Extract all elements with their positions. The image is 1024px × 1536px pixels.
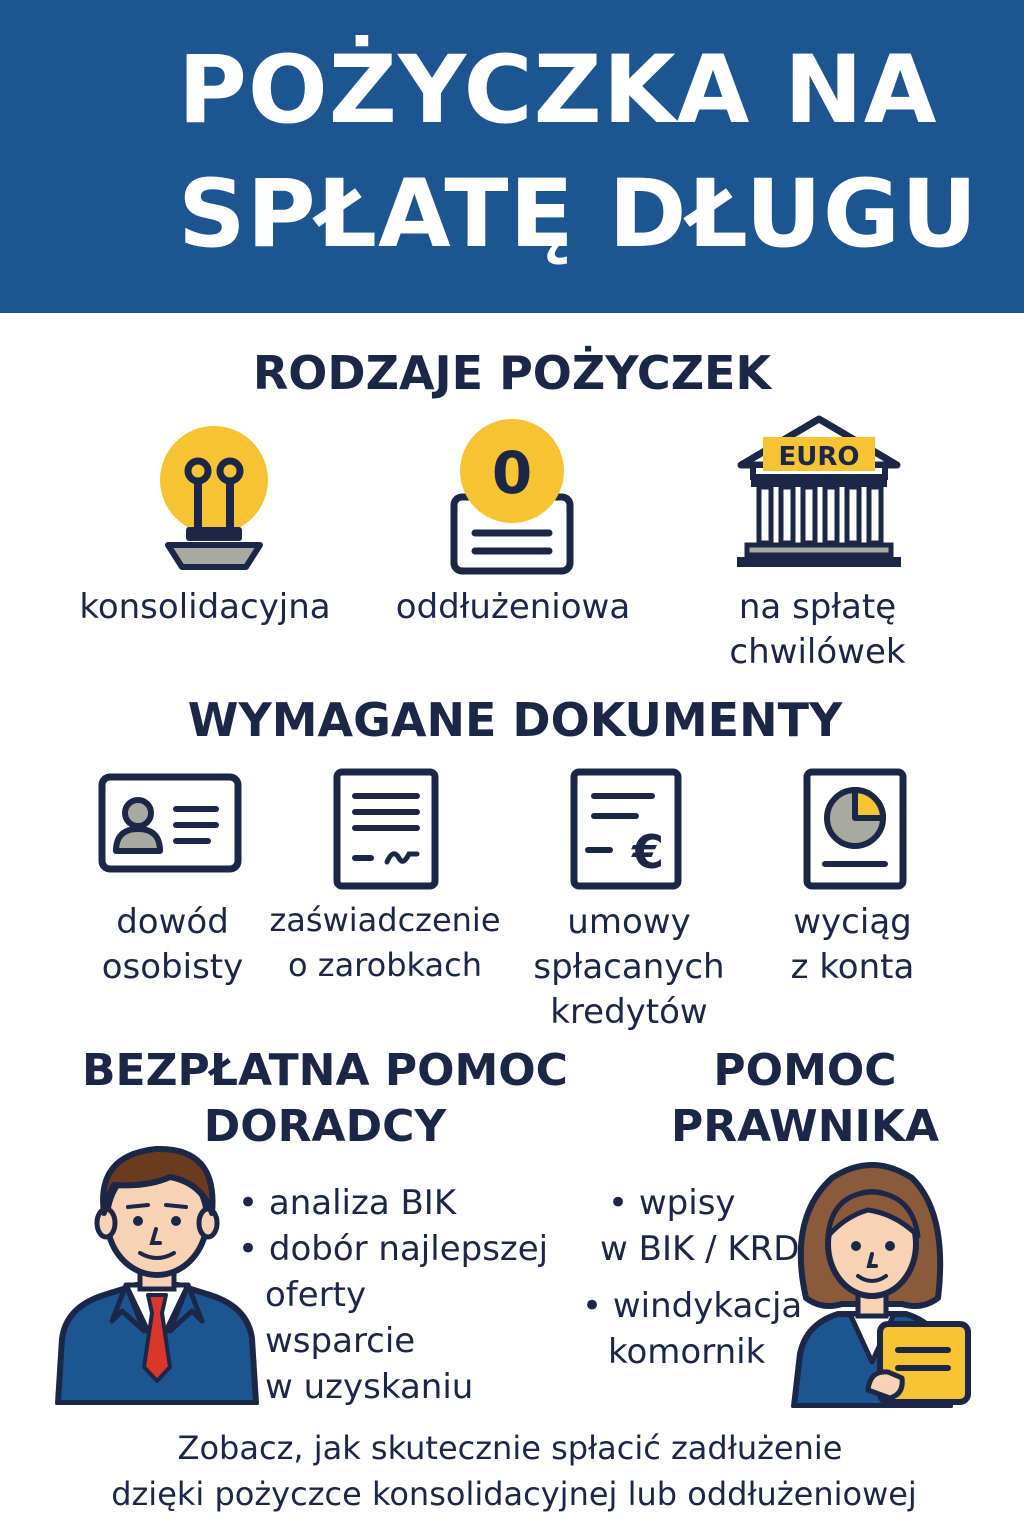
lawyer-heading-line2: PRAWNIKA — [670, 1101, 940, 1152]
documents-heading: WYMAGANE DOKUMENTY — [187, 693, 843, 747]
page-title-line2: SPŁATĘ DŁUGU — [178, 160, 979, 269]
document-label-statement-line2: z konta — [790, 947, 915, 987]
advisor-bullet-1: • analiza BIK — [238, 1183, 457, 1223]
bank-icon — [733, 415, 905, 575]
document-label-statement-line1: wyciąg — [793, 902, 912, 942]
female-lawyer-icon — [772, 1158, 972, 1408]
document-label-contracts-line3: kredytów — [550, 992, 708, 1032]
document-label-contracts — [520, 900, 738, 1035]
male-advisor-icon — [52, 1135, 262, 1405]
document-label-income — [262, 898, 508, 988]
advisor-bullet-3: wsparcie — [265, 1321, 416, 1361]
footer-line1: Zobacz, jak skutecznie spłacić zadłużenie — [177, 1429, 843, 1467]
header-banner — [0, 0, 1024, 313]
document-label-income-line2: o zarobkach — [288, 946, 482, 984]
advisor-heading-line2: DORADCY — [203, 1101, 447, 1152]
svg-text:€: € — [631, 825, 665, 879]
coin-badge: 0 — [491, 439, 533, 507]
document-label-id — [80, 900, 265, 990]
id-card-icon — [98, 773, 243, 873]
signed-document-icon — [333, 768, 439, 890]
lawyer-bullet-1-cont: w BIK / KRD — [600, 1229, 800, 1269]
lawyer-heading-line1: POMOC — [713, 1045, 897, 1096]
page-title-line1: POŻYCZKA NA — [178, 36, 938, 145]
loan-type-label-payday-line2: chwilówek — [729, 632, 906, 672]
euro-document-icon — [570, 768, 682, 890]
pie-chart-document-icon — [803, 768, 907, 890]
loan-type-label-payday — [680, 585, 955, 675]
document-label-contracts-line1: umowy — [567, 902, 691, 942]
loan-type-label-payday-line1: na spłatę — [738, 587, 897, 627]
coin-envelope-icon — [445, 415, 580, 580]
lawyer-bullet-1: • wpisy — [608, 1183, 736, 1223]
light-bulb-icon — [150, 415, 280, 580]
document-label-contracts-line2: spłacanych — [533, 947, 725, 987]
loan-type-label-consolidation: konsolidacyjna — [79, 587, 331, 627]
lawyer-bullet-2: • windykacja — [582, 1286, 803, 1326]
document-label-income-line1: zaświadczenie — [269, 901, 501, 939]
lawyer-bullet-2-cont: komornik — [608, 1332, 766, 1372]
advisor-bullet-3-cont: w uzyskaniu — [265, 1367, 474, 1407]
document-label-statement — [765, 900, 940, 990]
document-label-id-line2: osobisty — [101, 947, 244, 987]
footer-line2: dzięki pożyczce konsolidacyjnej lub oddłużeniowej — [111, 1475, 917, 1513]
loan-types-heading: RODZAJE POŻYCZEK — [252, 346, 772, 400]
bank-badge: EURO — [778, 442, 860, 472]
lawyer-heading — [660, 1043, 950, 1155]
loan-type-label-debt-relief: oddłużeniowa — [395, 587, 631, 627]
document-label-id-line1: dowód — [116, 902, 229, 942]
advisor-bullet-2: • dobór najlepszej — [238, 1229, 549, 1269]
advisor-heading-line1: BEZPŁATNA POMOC — [82, 1045, 568, 1096]
advisor-bullet-2-cont: oferty — [265, 1275, 367, 1315]
